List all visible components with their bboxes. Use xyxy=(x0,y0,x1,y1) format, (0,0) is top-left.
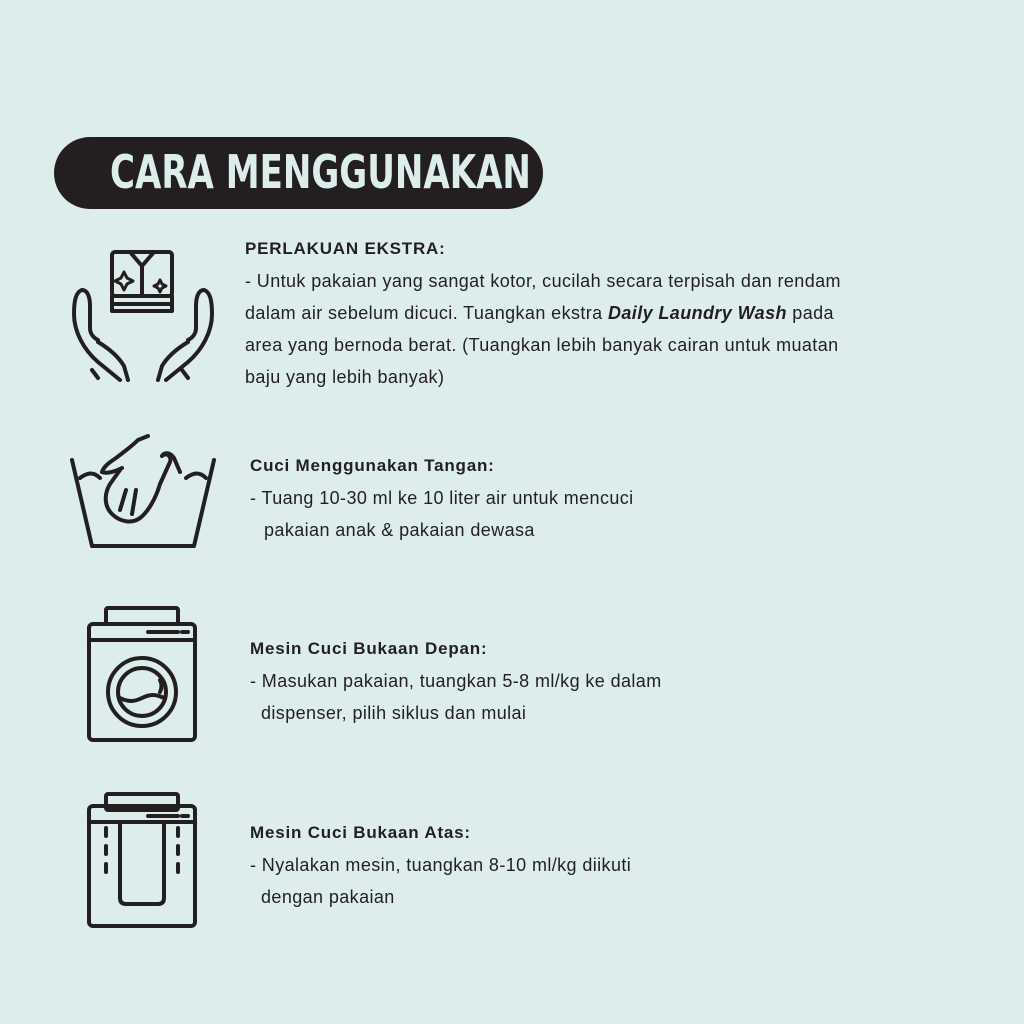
section-text-line xyxy=(245,297,841,329)
text-segment: pada xyxy=(786,303,834,323)
front-load-washer-icon xyxy=(86,606,198,744)
section-top-load xyxy=(250,817,631,913)
section-text-line: - Masukan pakaian, tuangkan 5-8 ml/kg ke dalam xyxy=(250,671,662,691)
section-text-line: - Tuang 10-30 ml ke 10 liter air untuk mencuci xyxy=(250,488,634,508)
section-text-line: baju yang lebih banyak) xyxy=(245,367,445,387)
section-text-line: pakaian anak & pakaian dewasa xyxy=(264,520,535,540)
section-front-load xyxy=(250,633,662,729)
text-segment: dalam air sebelum dicuci. Tuangkan ekstra xyxy=(245,303,608,323)
section-text-line: - Untuk pakaian yang sangat kotor, cucilah secara terpisah dan rendam xyxy=(245,271,841,291)
section-heading: PERLAKUAN EKSTRA: xyxy=(245,239,446,258)
section-hand-wash xyxy=(250,450,634,546)
section-text-line: area yang bernoda berat. (Tuangkan lebih banyak cairan untuk muatan xyxy=(245,335,839,355)
title-banner xyxy=(54,137,543,209)
section-heading: Mesin Cuci Bukaan Depan: xyxy=(250,639,488,658)
section-text-line: dengan pakaian xyxy=(261,887,395,907)
section-text-line: dispenser, pilih siklus dan mulai xyxy=(261,703,527,723)
section-text-line: - Nyalakan mesin, tuangkan 8-10 ml/kg diikuti xyxy=(250,855,632,875)
product-name: Daily Laundry Wash xyxy=(607,303,787,323)
hands-holding-clothes-icon xyxy=(68,246,218,386)
page-title: CARA MENGGUNAKAN xyxy=(110,145,531,199)
top-load-washer-icon xyxy=(86,792,198,930)
hand-wash-basin-icon xyxy=(68,430,218,552)
section-extra-treatment xyxy=(245,233,841,393)
section-heading: Mesin Cuci Bukaan Atas: xyxy=(250,823,471,842)
section-heading: Cuci Menggunakan Tangan: xyxy=(250,456,495,475)
